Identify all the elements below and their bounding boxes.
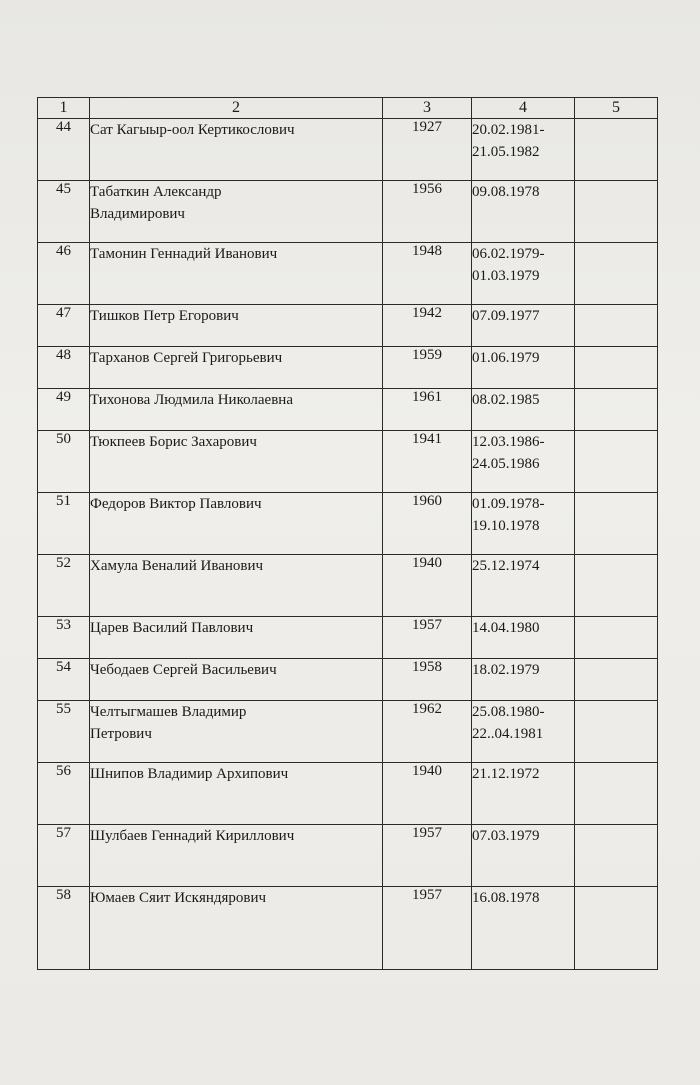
row-number: 54 (38, 659, 90, 701)
birth-year: 1956 (383, 181, 472, 243)
records-table (37, 97, 658, 970)
person-name: Тамонин Геннадий Иванович (90, 243, 383, 305)
table-row (38, 701, 658, 763)
person-name: Чебодаев Сергей Васильевич (90, 659, 383, 701)
notes-cell (575, 305, 658, 347)
header-col-4: 4 (472, 98, 575, 119)
notes-cell (575, 555, 658, 617)
person-name: Тихонова Людмила Николаевна (90, 389, 383, 431)
table-row (38, 887, 658, 970)
person-name: Царев Василий Павлович (90, 617, 383, 659)
row-number: 52 (38, 555, 90, 617)
date-range: 01.09.1978- 19.10.1978 (472, 493, 575, 555)
person-name: Сат Кагыыр-оол Кертикослович (90, 119, 383, 181)
person-name: Тишков Петр Егорович (90, 305, 383, 347)
table-row (38, 243, 658, 305)
row-number: 58 (38, 887, 90, 970)
birth-year: 1958 (383, 659, 472, 701)
birth-year: 1927 (383, 119, 472, 181)
row-number: 50 (38, 431, 90, 493)
notes-cell (575, 887, 658, 970)
birth-year: 1957 (383, 617, 472, 659)
table-row (38, 305, 658, 347)
row-number: 51 (38, 493, 90, 555)
table-row (38, 119, 658, 181)
person-name: Табаткин Александр Владимирович (90, 181, 383, 243)
notes-cell (575, 825, 658, 887)
person-name: Шулбаев Геннадий Кириллович (90, 825, 383, 887)
table-row (38, 659, 658, 701)
notes-cell (575, 243, 658, 305)
date-range: 25.12.1974 (472, 555, 575, 617)
date-range: 08.02.1985 (472, 389, 575, 431)
row-number: 56 (38, 763, 90, 825)
table-row (38, 763, 658, 825)
notes-cell (575, 431, 658, 493)
notes-cell (575, 493, 658, 555)
date-range: 20.02.1981- 21.05.1982 (472, 119, 575, 181)
table-row (38, 431, 658, 493)
date-range: 12.03.1986- 24.05.1986 (472, 431, 575, 493)
row-number: 46 (38, 243, 90, 305)
notes-cell (575, 347, 658, 389)
date-range: 25.08.1980- 22..04.1981 (472, 701, 575, 763)
row-number: 48 (38, 347, 90, 389)
header-col-5: 5 (575, 98, 658, 119)
table-row (38, 825, 658, 887)
person-name: Тюкпеев Борис Захарович (90, 431, 383, 493)
notes-cell (575, 659, 658, 701)
person-name: Федоров Виктор Павлович (90, 493, 383, 555)
table-row (38, 493, 658, 555)
birth-year: 1959 (383, 347, 472, 389)
birth-year: 1940 (383, 555, 472, 617)
date-range: 07.03.1979 (472, 825, 575, 887)
notes-cell (575, 389, 658, 431)
date-range: 16.08.1978 (472, 887, 575, 970)
birth-year: 1948 (383, 243, 472, 305)
date-range: 18.02.1979 (472, 659, 575, 701)
table-row (38, 347, 658, 389)
header-col-1: 1 (38, 98, 90, 119)
person-name: Тарханов Сергей Григорьевич (90, 347, 383, 389)
person-name: Шнипов Владимир Архипович (90, 763, 383, 825)
table-row (38, 389, 658, 431)
date-range: 06.02.1979- 01.03.1979 (472, 243, 575, 305)
birth-year: 1957 (383, 887, 472, 970)
notes-cell (575, 119, 658, 181)
birth-year: 1940 (383, 763, 472, 825)
row-number: 45 (38, 181, 90, 243)
table-row (38, 617, 658, 659)
birth-year: 1941 (383, 431, 472, 493)
row-number: 55 (38, 701, 90, 763)
birth-year: 1942 (383, 305, 472, 347)
date-range: 07.09.1977 (472, 305, 575, 347)
row-number: 53 (38, 617, 90, 659)
notes-cell (575, 701, 658, 763)
notes-cell (575, 617, 658, 659)
header-col-3: 3 (383, 98, 472, 119)
birth-year: 1962 (383, 701, 472, 763)
person-name: Челтыгмашев Владимир Петрович (90, 701, 383, 763)
date-range: 14.04.1980 (472, 617, 575, 659)
person-name: Хамула Веналий Иванович (90, 555, 383, 617)
table-row (38, 555, 658, 617)
date-range: 21.12.1972 (472, 763, 575, 825)
header-col-2: 2 (90, 98, 383, 119)
date-range: 09.08.1978 (472, 181, 575, 243)
notes-cell (575, 763, 658, 825)
header-row (38, 98, 658, 119)
table-row (38, 181, 658, 243)
person-name: Юмаев Сяит Искяндярович (90, 887, 383, 970)
row-number: 47 (38, 305, 90, 347)
birth-year: 1961 (383, 389, 472, 431)
birth-year: 1960 (383, 493, 472, 555)
notes-cell (575, 181, 658, 243)
row-number: 44 (38, 119, 90, 181)
date-range: 01.06.1979 (472, 347, 575, 389)
row-number: 49 (38, 389, 90, 431)
birth-year: 1957 (383, 825, 472, 887)
row-number: 57 (38, 825, 90, 887)
